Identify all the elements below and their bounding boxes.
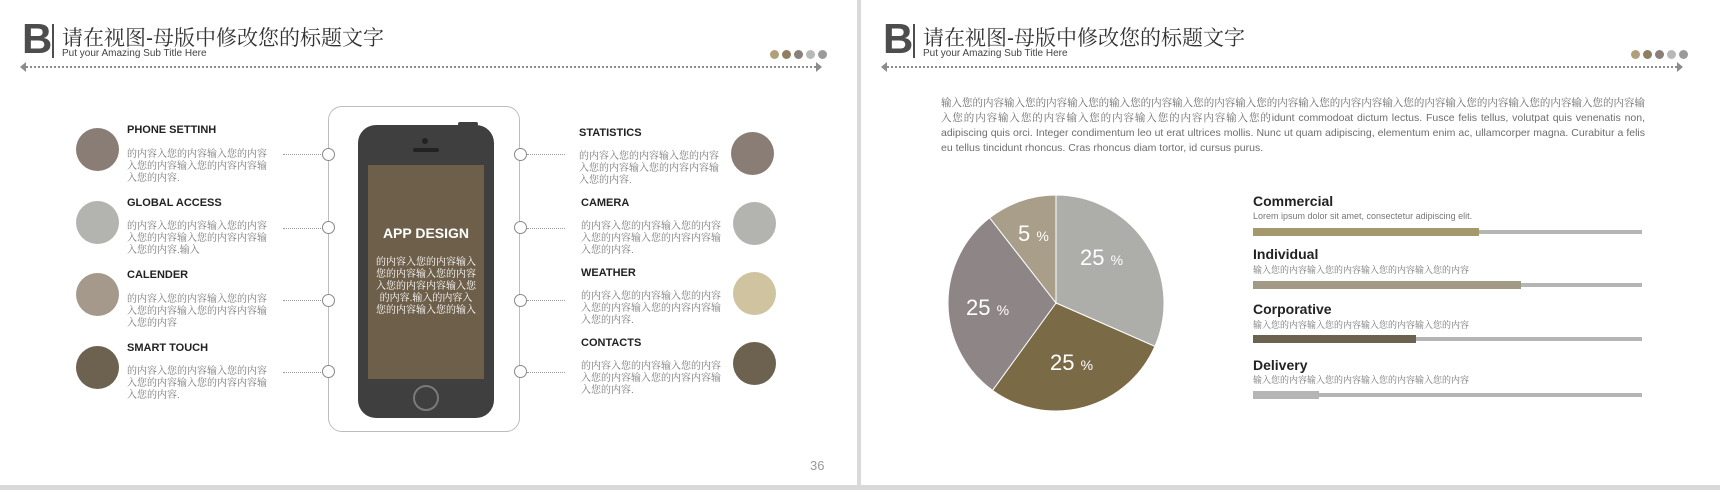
feature-circle-global-access	[76, 201, 119, 244]
feature-circle-camera	[733, 202, 776, 245]
bar-track-individual	[1253, 283, 1642, 287]
bar-fill-commercial	[1253, 228, 1479, 236]
feature-body-calender: 的内容入您的内容输入您的内容入您的内容输入您的内容内容输入您的内容	[127, 294, 267, 329]
pie-label-slice-3: 25 %	[966, 295, 1010, 320]
pie-label-slice-4: 5 %	[1018, 221, 1049, 246]
bar-fill-corporative	[1253, 335, 1416, 343]
feature-title-camera: CAMERA	[581, 197, 630, 209]
bar-track-commercial	[1253, 230, 1642, 234]
bar-sub-corporative: 输入您的内容输入您的内容输入您的内容输入您的内容	[1253, 320, 1470, 330]
brand-letter: B	[883, 15, 914, 62]
bar-fill-delivery	[1253, 391, 1319, 399]
connector-node	[322, 294, 335, 307]
decorative-dots	[770, 50, 827, 59]
connector-line	[527, 154, 565, 155]
header-rule	[887, 66, 1677, 68]
bar-title-corporative: Corporative	[1253, 301, 1332, 317]
connector-node	[514, 221, 527, 234]
feature-title-contacts: CONTACTS	[581, 337, 642, 349]
phone-home-button	[413, 385, 439, 411]
feature-body-contacts: 的内容入您的内容输入您的内容入您的内容输入您的内容内容输入您的内容.	[581, 361, 721, 396]
pie-chart	[946, 193, 1166, 413]
bar-fill-individual	[1253, 281, 1521, 289]
feature-circle-phone-settinh	[76, 128, 119, 171]
feature-body-weather: 的内容入您的内容输入您的内容入您的内容输入您的内容内容输入您的内容.	[581, 291, 721, 326]
bar-track-corporative	[1253, 337, 1642, 341]
rule-right-arrow-icon	[1677, 62, 1683, 72]
feature-body-camera: 的内容入您的内容输入您的内容入您的内容输入您的内容内容输入您的内容.	[581, 221, 721, 256]
connector-line	[527, 372, 565, 373]
feature-circle-statistics	[731, 132, 774, 175]
body-paragraph: 输入您的内容输入您的内容输入您的输入您的内容输入您的内容输入您的内容输入您的内容内容输入您的内容输入您的内容输入您的内容输入您的内容输入您的内容输入您的内容输入您的内容输入您的内容内容输入您的idunt commodoat dictum lectus. Fusce felis tellus, volutpat quis venenatis non, adipiscing quis orci. Integer condimentum leo ut erat ultrices mollis. Nunc ut quam adipiscing, elementum enim ac, ullamcorper magna. Curabitur a felis eu tellus tincidunt rhoncus. Cras rhoncus diam tortor, id cursus purus.	[941, 97, 1645, 154]
feature-circle-smart-touch	[76, 346, 119, 389]
slide-subtitle: Put your Amazing Sub Title Here	[62, 48, 207, 59]
page-number: 36	[810, 458, 825, 473]
phone-power-button	[458, 122, 478, 126]
feature-title-phone-settinh: PHONE SETTINH	[127, 124, 217, 136]
slide-pie-chart	[861, 0, 1720, 485]
bar-track-delivery	[1253, 393, 1642, 397]
feature-body-global-access: 的内容入您的内容输入您的内容入您的内容输入您的内容内容输入您的内容.输入	[127, 221, 267, 256]
pie-label-slice-1: 25 %	[1080, 245, 1124, 270]
bar-sub-individual: 输入您的内容输入您的内容输入您的内容输入您的内容	[1253, 265, 1470, 275]
feature-circle-calender	[76, 273, 119, 316]
decorative-dots	[1631, 50, 1688, 59]
feature-title-smart-touch: SMART TOUCH	[127, 342, 209, 354]
phone-illustration	[358, 125, 494, 418]
slide-subtitle: Put your Amazing Sub Title Here	[923, 48, 1068, 59]
header-rule	[26, 66, 816, 68]
slide-app-design	[0, 0, 857, 485]
connector-node	[322, 221, 335, 234]
phone-camera-icon	[422, 138, 428, 144]
bar-sub-delivery: 输入您的内容输入您的内容输入您的内容输入您的内容	[1253, 375, 1470, 385]
title-divider	[52, 24, 54, 58]
bar-title-delivery: Delivery	[1253, 357, 1308, 373]
bar-title-individual: Individual	[1253, 246, 1319, 262]
connector-node	[322, 148, 335, 161]
slide-title: 请在视图-母版中修改您的标题文字	[62, 27, 384, 50]
connector-node	[322, 365, 335, 378]
feature-title-global-access: GLOBAL ACCESS	[127, 197, 222, 209]
feature-circle-contacts	[733, 342, 776, 385]
connector-node	[514, 365, 527, 378]
connector-line	[527, 228, 565, 229]
feature-body-smart-touch: 的内容入您的内容输入您的内容入您的内容输入您的内容内容输入您的内容.	[127, 366, 267, 401]
phone-speaker	[413, 148, 439, 152]
feature-title-weather: WEATHER	[581, 267, 636, 279]
connector-node	[514, 294, 527, 307]
phone-screen-title: APP DESIGN	[382, 225, 470, 241]
connector-node	[514, 148, 527, 161]
pie-label-slice-2: 25 %	[1050, 350, 1094, 375]
feature-title-statistics: STATISTICS	[579, 127, 642, 139]
feature-body-phone-settinh: 的内容入您的内容输入您的内容入您的内容输入您的内容内容输入您的内容.	[127, 149, 267, 184]
feature-circle-weather	[733, 272, 776, 315]
bar-sub-commercial: Lorem ipsum dolor sit amet, consectetur adipiscing elit.	[1253, 211, 1473, 221]
feature-body-statistics: 的内容入您的内容输入您的内容入您的内容输入您的内容内容输入您的内容.	[579, 151, 719, 186]
phone-screen-body: 的内容入您的内容输入您的内容输入您的内容入您的内容内容输入您的内容.输入的内容入您的内容输入您的输入	[376, 257, 476, 316]
brand-letter: B	[22, 15, 53, 62]
bar-title-commercial: Commercial	[1253, 193, 1334, 209]
phone-screen	[368, 165, 484, 379]
rule-right-arrow-icon	[816, 62, 822, 72]
title-divider	[913, 24, 915, 58]
slide-title: 请在视图-母版中修改您的标题文字	[923, 27, 1245, 50]
feature-title-calender: CALENDER	[127, 269, 189, 281]
connector-line	[527, 300, 565, 301]
